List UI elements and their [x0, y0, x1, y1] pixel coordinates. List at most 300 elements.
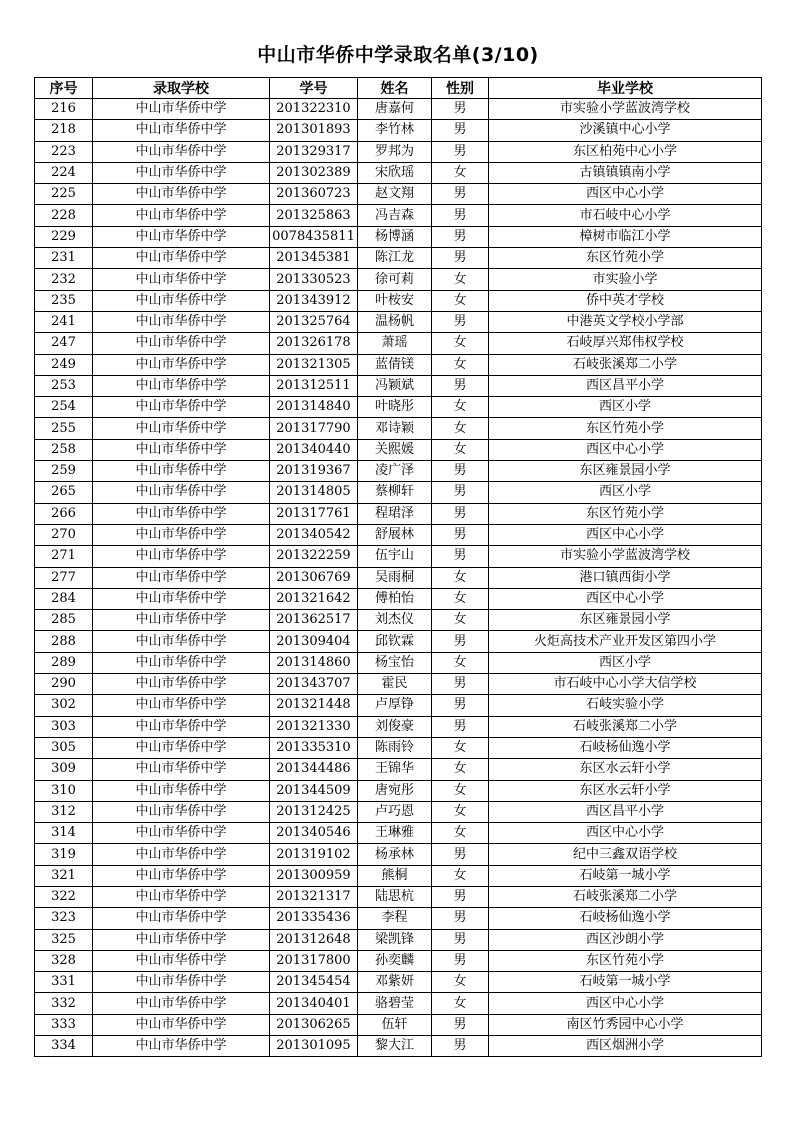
cell-admitted-school: 中山市华侨中学 — [93, 588, 270, 609]
cell-graduated-school: 石岐杨仙逸小学 — [489, 737, 762, 758]
cell-admitted-school: 中山市华侨中学 — [93, 269, 270, 290]
cell-graduated-school: 西区中心小学 — [489, 184, 762, 205]
cell-serial-number: 232 — [35, 269, 93, 290]
cell-student-id: 201321642 — [270, 588, 358, 609]
cell-admitted-school: 中山市华侨中学 — [93, 184, 270, 205]
cell-student-id: 201309404 — [270, 631, 358, 652]
table-row — [35, 844, 762, 865]
cell-student-id: 201317790 — [270, 418, 358, 439]
cell-gender: 女 — [432, 993, 489, 1014]
cell-admitted-school: 中山市华侨中学 — [93, 801, 270, 822]
cell-admitted-school: 中山市华侨中学 — [93, 99, 270, 120]
cell-name: 邱钦霖 — [358, 631, 432, 652]
cell-graduated-school: 东区竹苑小学 — [489, 418, 762, 439]
cell-name: 杨承林 — [358, 844, 432, 865]
admission-table — [34, 77, 762, 1057]
cell-admitted-school: 中山市华侨中学 — [93, 823, 270, 844]
cell-serial-number: 225 — [35, 184, 93, 205]
cell-name: 黎大江 — [358, 1036, 432, 1057]
cell-admitted-school: 中山市华侨中学 — [93, 844, 270, 865]
cell-serial-number: 331 — [35, 972, 93, 993]
cell-serial-number: 229 — [35, 226, 93, 247]
cell-name: 萧瑶 — [358, 333, 432, 354]
cell-graduated-school: 石岐张溪郑二小学 — [489, 886, 762, 907]
cell-admitted-school: 中山市华侨中学 — [93, 524, 270, 545]
cell-graduated-school: 西区中心小学 — [489, 823, 762, 844]
cell-admitted-school: 中山市华侨中学 — [93, 652, 270, 673]
table-row — [35, 333, 762, 354]
cell-graduated-school: 石岐张溪郑二小学 — [489, 354, 762, 375]
cell-gender: 男 — [432, 716, 489, 737]
cell-gender: 女 — [432, 610, 489, 631]
cell-admitted-school: 中山市华侨中学 — [93, 162, 270, 183]
cell-gender: 女 — [432, 737, 489, 758]
cell-name: 冯吉森 — [358, 205, 432, 226]
cell-student-id: 201312648 — [270, 929, 358, 950]
cell-name: 傅柏怡 — [358, 588, 432, 609]
cell-name: 凌广泽 — [358, 461, 432, 482]
cell-student-id: 201312425 — [270, 801, 358, 822]
cell-gender: 女 — [432, 354, 489, 375]
cell-admitted-school: 中山市华侨中学 — [93, 205, 270, 226]
cell-name: 李程 — [358, 908, 432, 929]
cell-name: 刘杰仪 — [358, 610, 432, 631]
cell-gender: 男 — [432, 950, 489, 971]
table-header-row — [35, 78, 762, 99]
table-row — [35, 950, 762, 971]
table-row — [35, 588, 762, 609]
cell-name: 赵文翔 — [358, 184, 432, 205]
cell-admitted-school: 中山市华侨中学 — [93, 333, 270, 354]
cell-graduated-school: 沙溪镇中心小学 — [489, 120, 762, 141]
cell-graduated-school: 西区烟洲小学 — [489, 1036, 762, 1057]
table-row — [35, 716, 762, 737]
cell-gender: 女 — [432, 972, 489, 993]
cell-gender: 男 — [432, 205, 489, 226]
cell-serial-number: 284 — [35, 588, 93, 609]
cell-graduated-school: 西区小学 — [489, 652, 762, 673]
cell-graduated-school: 古镇镇镇南小学 — [489, 162, 762, 183]
cell-admitted-school: 中山市华侨中学 — [93, 439, 270, 460]
cell-serial-number: 224 — [35, 162, 93, 183]
column-header-serial-number: 序号 — [35, 78, 93, 99]
cell-graduated-school: 西区沙朗小学 — [489, 929, 762, 950]
table-row — [35, 248, 762, 269]
table-row — [35, 1036, 762, 1057]
cell-admitted-school: 中山市华侨中学 — [93, 950, 270, 971]
cell-admitted-school: 中山市华侨中学 — [93, 865, 270, 886]
cell-name: 舒展林 — [358, 524, 432, 545]
cell-student-id: 201317761 — [270, 503, 358, 524]
cell-serial-number: 228 — [35, 205, 93, 226]
table-row — [35, 546, 762, 567]
cell-student-id: 201322310 — [270, 99, 358, 120]
table-row — [35, 652, 762, 673]
cell-graduated-school: 东区竹苑小学 — [489, 248, 762, 269]
cell-student-id: 201301893 — [270, 120, 358, 141]
cell-admitted-school: 中山市华侨中学 — [93, 397, 270, 418]
cell-name: 叶桉安 — [358, 290, 432, 311]
cell-serial-number: 325 — [35, 929, 93, 950]
cell-serial-number: 322 — [35, 886, 93, 907]
cell-gender: 男 — [432, 631, 489, 652]
table-row — [35, 865, 762, 886]
cell-admitted-school: 中山市华侨中学 — [93, 886, 270, 907]
cell-serial-number: 333 — [35, 1014, 93, 1035]
cell-serial-number: 288 — [35, 631, 93, 652]
cell-name: 王锦华 — [358, 759, 432, 780]
cell-admitted-school: 中山市华侨中学 — [93, 567, 270, 588]
cell-gender: 女 — [432, 333, 489, 354]
table-row — [35, 674, 762, 695]
cell-gender: 女 — [432, 780, 489, 801]
cell-gender: 男 — [432, 226, 489, 247]
table-row — [35, 184, 762, 205]
cell-admitted-school: 中山市华侨中学 — [93, 929, 270, 950]
cell-serial-number: 249 — [35, 354, 93, 375]
cell-student-id: 201344509 — [270, 780, 358, 801]
cell-student-id: 201345381 — [270, 248, 358, 269]
cell-serial-number: 328 — [35, 950, 93, 971]
cell-name: 陈雨铃 — [358, 737, 432, 758]
column-header-name: 姓名 — [358, 78, 432, 99]
cell-graduated-school: 西区昌平小学 — [489, 801, 762, 822]
cell-graduated-school: 市实验小学 — [489, 269, 762, 290]
table-row — [35, 439, 762, 460]
table-row — [35, 759, 762, 780]
cell-serial-number: 216 — [35, 99, 93, 120]
cell-gender: 女 — [432, 759, 489, 780]
cell-student-id: 201340546 — [270, 823, 358, 844]
cell-graduated-school: 东区水云轩小学 — [489, 780, 762, 801]
table-row — [35, 311, 762, 332]
table-row — [35, 524, 762, 545]
cell-admitted-school: 中山市华侨中学 — [93, 695, 270, 716]
cell-gender: 男 — [432, 1036, 489, 1057]
cell-student-id: 201344486 — [270, 759, 358, 780]
cell-admitted-school: 中山市华侨中学 — [93, 908, 270, 929]
cell-student-id: 201300959 — [270, 865, 358, 886]
cell-name: 伍宇山 — [358, 546, 432, 567]
table-row — [35, 610, 762, 631]
table-row — [35, 290, 762, 311]
cell-graduated-school: 石岐第一城小学 — [489, 865, 762, 886]
cell-gender: 男 — [432, 1014, 489, 1035]
table-row — [35, 397, 762, 418]
cell-graduated-school: 石岐张溪郑二小学 — [489, 716, 762, 737]
cell-admitted-school: 中山市华侨中学 — [93, 610, 270, 631]
table-body — [35, 99, 762, 1057]
cell-name: 卢巧恩 — [358, 801, 432, 822]
table-row — [35, 226, 762, 247]
cell-name: 温杨帆 — [358, 311, 432, 332]
cell-serial-number: 310 — [35, 780, 93, 801]
cell-name: 邓紫妍 — [358, 972, 432, 993]
cell-student-id: 201306769 — [270, 567, 358, 588]
cell-serial-number: 309 — [35, 759, 93, 780]
cell-admitted-school: 中山市华侨中学 — [93, 141, 270, 162]
cell-serial-number: 271 — [35, 546, 93, 567]
cell-gender: 男 — [432, 674, 489, 695]
table-row — [35, 162, 762, 183]
cell-gender: 男 — [432, 184, 489, 205]
cell-serial-number: 231 — [35, 248, 93, 269]
cell-gender: 女 — [432, 567, 489, 588]
cell-name: 杨宝怡 — [358, 652, 432, 673]
cell-serial-number: 247 — [35, 333, 93, 354]
table-row — [35, 780, 762, 801]
cell-graduated-school: 侨中英才学校 — [489, 290, 762, 311]
cell-serial-number: 265 — [35, 482, 93, 503]
cell-gender: 男 — [432, 375, 489, 396]
cell-serial-number: 259 — [35, 461, 93, 482]
cell-gender: 女 — [432, 162, 489, 183]
column-header-gender: 性别 — [432, 78, 489, 99]
cell-student-id: 201340440 — [270, 439, 358, 460]
table-row — [35, 482, 762, 503]
cell-graduated-school: 火炬高技术产业开发区第四小学 — [489, 631, 762, 652]
cell-serial-number: 289 — [35, 652, 93, 673]
cell-student-id: 201319367 — [270, 461, 358, 482]
cell-name: 梁凯锋 — [358, 929, 432, 950]
cell-name: 罗邦为 — [358, 141, 432, 162]
cell-graduated-school: 东区柏苑中心小学 — [489, 141, 762, 162]
table-row — [35, 375, 762, 396]
cell-name: 熊桐 — [358, 865, 432, 886]
cell-graduated-school: 市石岐中心小学大信学校 — [489, 674, 762, 695]
cell-name: 宋欣瑶 — [358, 162, 432, 183]
cell-admitted-school: 中山市华侨中学 — [93, 993, 270, 1014]
cell-student-id: 201317800 — [270, 950, 358, 971]
cell-student-id: 201321448 — [270, 695, 358, 716]
cell-student-id: 201329317 — [270, 141, 358, 162]
cell-gender: 女 — [432, 865, 489, 886]
cell-student-id: 201335436 — [270, 908, 358, 929]
table-row — [35, 205, 762, 226]
cell-gender: 女 — [432, 652, 489, 673]
cell-student-id: 201314840 — [270, 397, 358, 418]
table-row — [35, 120, 762, 141]
cell-graduated-school: 市石岐中心小学 — [489, 205, 762, 226]
cell-admitted-school: 中山市华侨中学 — [93, 780, 270, 801]
cell-name: 冯颖斌 — [358, 375, 432, 396]
cell-student-id: 0078435811 — [270, 226, 358, 247]
cell-student-id: 201321330 — [270, 716, 358, 737]
cell-name: 骆碧莹 — [358, 993, 432, 1014]
table-row — [35, 99, 762, 120]
cell-graduated-school: 中港英文学校小学部 — [489, 311, 762, 332]
cell-serial-number: 255 — [35, 418, 93, 439]
cell-student-id: 201326178 — [270, 333, 358, 354]
cell-admitted-school: 中山市华侨中学 — [93, 418, 270, 439]
cell-gender: 男 — [432, 524, 489, 545]
table-row — [35, 886, 762, 907]
cell-student-id: 201345454 — [270, 972, 358, 993]
cell-graduated-school: 石岐第一城小学 — [489, 972, 762, 993]
cell-gender: 女 — [432, 588, 489, 609]
cell-name: 关熙媛 — [358, 439, 432, 460]
cell-gender: 男 — [432, 908, 489, 929]
table-row — [35, 993, 762, 1014]
cell-admitted-school: 中山市华侨中学 — [93, 120, 270, 141]
cell-serial-number: 319 — [35, 844, 93, 865]
cell-student-id: 201335310 — [270, 737, 358, 758]
cell-name: 程珺泽 — [358, 503, 432, 524]
cell-gender: 男 — [432, 695, 489, 716]
cell-gender: 女 — [432, 801, 489, 822]
cell-name: 卢厚铮 — [358, 695, 432, 716]
cell-serial-number: 266 — [35, 503, 93, 524]
cell-serial-number: 258 — [35, 439, 93, 460]
cell-graduated-school: 东区雍景园小学 — [489, 461, 762, 482]
cell-student-id: 201343912 — [270, 290, 358, 311]
cell-serial-number: 270 — [35, 524, 93, 545]
cell-serial-number: 277 — [35, 567, 93, 588]
cell-graduated-school: 市实验小学蓝波湾学校 — [489, 546, 762, 567]
cell-student-id: 201321317 — [270, 886, 358, 907]
cell-admitted-school: 中山市华侨中学 — [93, 290, 270, 311]
cell-admitted-school: 中山市华侨中学 — [93, 248, 270, 269]
cell-name: 陈江龙 — [358, 248, 432, 269]
cell-admitted-school: 中山市华侨中学 — [93, 737, 270, 758]
cell-gender: 男 — [432, 141, 489, 162]
cell-graduated-school: 港口镇西街小学 — [489, 567, 762, 588]
cell-gender: 男 — [432, 311, 489, 332]
cell-gender: 男 — [432, 99, 489, 120]
cell-admitted-school: 中山市华侨中学 — [93, 972, 270, 993]
cell-graduated-school: 石岐杨仙逸小学 — [489, 908, 762, 929]
cell-name: 杨博涵 — [358, 226, 432, 247]
cell-admitted-school: 中山市华侨中学 — [93, 1036, 270, 1057]
cell-admitted-school: 中山市华侨中学 — [93, 546, 270, 567]
cell-student-id: 201301095 — [270, 1036, 358, 1057]
table-row — [35, 141, 762, 162]
table-row — [35, 737, 762, 758]
cell-serial-number: 314 — [35, 823, 93, 844]
table-row — [35, 269, 762, 290]
cell-student-id: 201330523 — [270, 269, 358, 290]
cell-student-id: 201343707 — [270, 674, 358, 695]
cell-serial-number: 218 — [35, 120, 93, 141]
cell-admitted-school: 中山市华侨中学 — [93, 311, 270, 332]
cell-student-id: 201319102 — [270, 844, 358, 865]
cell-admitted-school: 中山市华侨中学 — [93, 461, 270, 482]
cell-serial-number: 241 — [35, 311, 93, 332]
page-title: 中山市华侨中学录取名单(3/10) — [257, 44, 539, 66]
cell-student-id: 201360723 — [270, 184, 358, 205]
cell-gender: 男 — [432, 461, 489, 482]
cell-student-id: 201325863 — [270, 205, 358, 226]
cell-gender: 男 — [432, 120, 489, 141]
table-row — [35, 503, 762, 524]
cell-serial-number: 285 — [35, 610, 93, 631]
cell-graduated-school: 西区中心小学 — [489, 993, 762, 1014]
cell-admitted-school: 中山市华侨中学 — [93, 674, 270, 695]
cell-gender: 男 — [432, 929, 489, 950]
cell-name: 孙奕麟 — [358, 950, 432, 971]
cell-name: 李竹林 — [358, 120, 432, 141]
table-row — [35, 929, 762, 950]
cell-admitted-school: 中山市华侨中学 — [93, 226, 270, 247]
cell-gender: 女 — [432, 439, 489, 460]
cell-serial-number: 312 — [35, 801, 93, 822]
cell-graduated-school: 西区小学 — [489, 397, 762, 418]
cell-graduated-school: 西区中心小学 — [489, 588, 762, 609]
cell-graduated-school: 东区雍景园小学 — [489, 610, 762, 631]
cell-name: 蓝倩镁 — [358, 354, 432, 375]
cell-name: 吴雨桐 — [358, 567, 432, 588]
cell-admitted-school: 中山市华侨中学 — [93, 482, 270, 503]
cell-serial-number: 321 — [35, 865, 93, 886]
cell-gender: 女 — [432, 290, 489, 311]
column-header-student-id: 学号 — [270, 78, 358, 99]
cell-admitted-school: 中山市华侨中学 — [93, 1014, 270, 1035]
cell-admitted-school: 中山市华侨中学 — [93, 503, 270, 524]
cell-admitted-school: 中山市华侨中学 — [93, 759, 270, 780]
cell-name: 蔡柳轩 — [358, 482, 432, 503]
table-row — [35, 567, 762, 588]
cell-student-id: 201362517 — [270, 610, 358, 631]
table-row — [35, 908, 762, 929]
cell-gender: 女 — [432, 418, 489, 439]
table-row — [35, 631, 762, 652]
table-row — [35, 1014, 762, 1035]
cell-graduated-school: 东区水云轩小学 — [489, 759, 762, 780]
cell-name: 刘俊豪 — [358, 716, 432, 737]
cell-name: 王琳雅 — [358, 823, 432, 844]
cell-name: 伍轩 — [358, 1014, 432, 1035]
cell-gender: 男 — [432, 248, 489, 269]
cell-graduated-school: 西区中心小学 — [489, 524, 762, 545]
cell-graduated-school: 东区竹苑小学 — [489, 503, 762, 524]
cell-name: 徐可莉 — [358, 269, 432, 290]
cell-gender: 男 — [432, 482, 489, 503]
cell-student-id: 201322259 — [270, 546, 358, 567]
cell-gender: 女 — [432, 269, 489, 290]
cell-graduated-school: 南区竹秀园中心小学 — [489, 1014, 762, 1035]
cell-serial-number: 332 — [35, 993, 93, 1014]
cell-graduated-school: 西区中心小学 — [489, 439, 762, 460]
cell-graduated-school: 市实验小学蓝波湾学校 — [489, 99, 762, 120]
cell-graduated-school: 樟树市临江小学 — [489, 226, 762, 247]
cell-admitted-school: 中山市华侨中学 — [93, 716, 270, 737]
cell-serial-number: 223 — [35, 141, 93, 162]
cell-serial-number: 253 — [35, 375, 93, 396]
cell-gender: 男 — [432, 844, 489, 865]
cell-student-id: 201340542 — [270, 524, 358, 545]
cell-name: 叶晓彤 — [358, 397, 432, 418]
cell-graduated-school: 西区小学 — [489, 482, 762, 503]
cell-serial-number: 290 — [35, 674, 93, 695]
cell-gender: 女 — [432, 823, 489, 844]
cell-gender: 男 — [432, 546, 489, 567]
cell-serial-number: 303 — [35, 716, 93, 737]
cell-name: 霍民 — [358, 674, 432, 695]
cell-gender: 女 — [432, 397, 489, 418]
table-row — [35, 695, 762, 716]
cell-serial-number: 334 — [35, 1036, 93, 1057]
table-row — [35, 972, 762, 993]
cell-student-id: 201314860 — [270, 652, 358, 673]
cell-admitted-school: 中山市华侨中学 — [93, 631, 270, 652]
cell-graduated-school: 东区竹苑小学 — [489, 950, 762, 971]
cell-admitted-school: 中山市华侨中学 — [93, 354, 270, 375]
cell-serial-number: 305 — [35, 737, 93, 758]
cell-student-id: 201306265 — [270, 1014, 358, 1035]
table-row — [35, 823, 762, 844]
table-row — [35, 461, 762, 482]
cell-student-id: 201325764 — [270, 311, 358, 332]
